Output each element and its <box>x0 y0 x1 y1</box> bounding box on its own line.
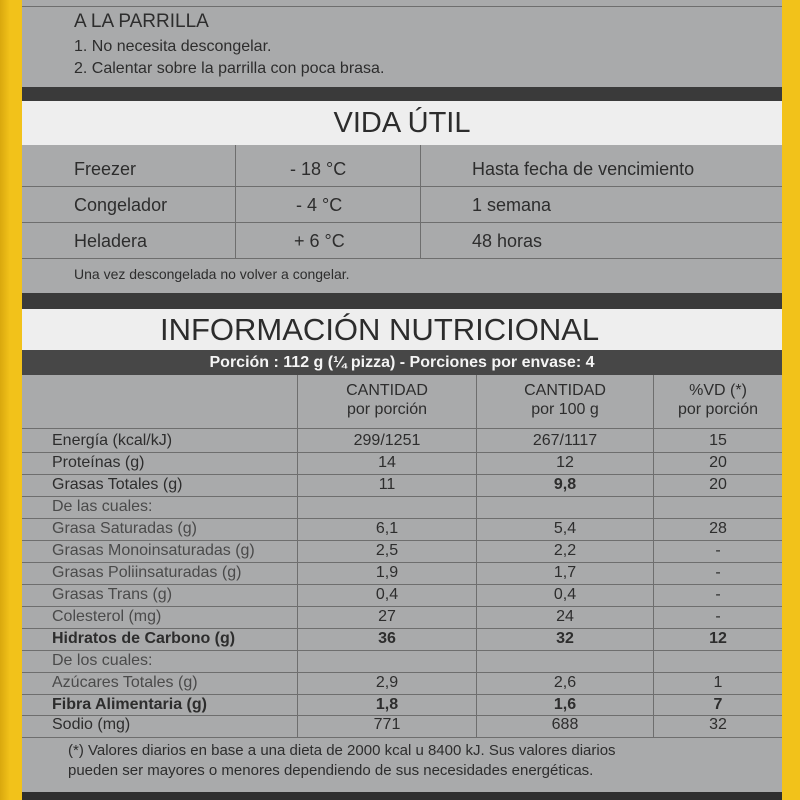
top-rule <box>22 6 782 7</box>
value-per-100g: 24 <box>556 608 574 625</box>
preparation-step-1: 1. No necesita descongelar. <box>74 38 272 55</box>
row-rule <box>22 672 782 673</box>
value-per-portion: 771 <box>373 716 401 733</box>
value-per-100g: 0,4 <box>553 586 577 603</box>
value-per-portion: 2,5 <box>375 542 399 559</box>
preparation-title: A LA PARRILLA <box>74 11 209 32</box>
section-divider <box>22 87 782 101</box>
shelf-place: Congelador <box>74 195 168 215</box>
row-label: Fibra Alimentaria (g) <box>52 696 207 713</box>
row-rule <box>22 258 782 259</box>
row-label: Proteínas (g) <box>52 454 145 471</box>
value-vd: 20 <box>709 476 727 493</box>
nutrition-row <box>22 714 782 736</box>
row-label: Colesterol (mg) <box>52 608 162 625</box>
row-label: Grasas Trans (g) <box>52 586 173 603</box>
row-label: Grasas Totales (g) <box>52 476 183 493</box>
value-vd: 28 <box>709 520 727 537</box>
header-per-portion <box>298 381 476 419</box>
nutrition-row <box>22 672 782 694</box>
row-label: Grasas Monoinsaturadas (g) <box>52 542 255 559</box>
footnote-line: (*) Valores diarios en base a una dieta de 2000 kcal u 8400 kJ. Sus valores diarios <box>68 742 616 759</box>
row-label: Grasa Saturadas (g) <box>52 520 197 537</box>
nutrition-row <box>22 562 782 584</box>
shelf-duration: 48 horas <box>472 231 543 251</box>
footnote-line: pueden ser mayores o menores dependiendo de sus necesidades energéticas. <box>68 762 594 779</box>
row-rule <box>22 584 782 585</box>
value-vd: - <box>715 608 721 625</box>
value-per-100g: 2,2 <box>553 542 577 559</box>
value-vd: - <box>715 564 721 581</box>
shelf-temp: - 4 °C <box>296 195 343 215</box>
row-label: Sodio (mg) <box>52 716 131 733</box>
value-per-portion: 27 <box>378 608 396 625</box>
value-per-100g: 688 <box>551 716 579 733</box>
value-per-portion: 2,9 <box>375 674 399 691</box>
nutrition-row <box>22 474 782 496</box>
value-vd: 1 <box>713 674 723 691</box>
header-line: por porción <box>346 401 428 418</box>
row-rule <box>22 694 782 695</box>
shelf-place: Heladera <box>74 231 148 251</box>
value-vd: 7 <box>713 696 723 713</box>
value-per-portion: 299/1251 <box>353 432 421 449</box>
value-per-portion: 11 <box>378 476 396 493</box>
shelf-duration: Hasta fecha de vencimiento <box>472 159 695 179</box>
value-per-portion: 0,4 <box>375 586 399 603</box>
row-rule <box>22 715 782 716</box>
shelf-duration: 1 semana <box>472 195 552 215</box>
nutrition-row <box>22 650 782 672</box>
nutrition-row <box>22 518 782 540</box>
header-line: por 100 g <box>531 401 599 418</box>
row-rule <box>22 540 782 541</box>
row-label: De los cuales: <box>52 652 153 669</box>
row-rule <box>22 452 782 453</box>
row-rule <box>22 737 782 738</box>
row-rule <box>22 496 782 497</box>
yellow-border-right <box>782 0 800 800</box>
value-per-100g: 9,8 <box>553 476 577 493</box>
nutrition-row <box>22 452 782 474</box>
value-per-100g: 1,7 <box>553 564 577 581</box>
preparation-step-2: 2. Calentar sobre la parrilla con poca brasa. <box>74 60 385 77</box>
col-rule <box>420 145 421 258</box>
shelf-place: Freezer <box>74 159 137 179</box>
row-rule <box>22 628 782 629</box>
shelf-life-title: VIDA ÚTIL <box>22 101 782 145</box>
value-per-100g: 5,4 <box>553 520 577 537</box>
row-label: Grasas Poliinsaturadas (g) <box>52 564 242 581</box>
nutrition-row <box>22 496 782 518</box>
value-per-portion: 1,8 <box>375 696 399 713</box>
nutrition-row <box>22 694 782 716</box>
nutrition-row <box>22 606 782 628</box>
value-vd: 32 <box>709 716 727 733</box>
row-label: Azúcares Totales (g) <box>52 674 198 691</box>
header-vd <box>654 381 782 419</box>
value-vd: - <box>715 542 721 559</box>
value-per-100g: 267/1117 <box>532 432 598 449</box>
header-line: %VD (*) <box>689 382 747 399</box>
row-label: Energía (kcal/kJ) <box>52 432 173 449</box>
nutrition-row <box>22 430 782 452</box>
yellow-border-left <box>0 0 22 800</box>
shelf-temp: + 6 °C <box>294 231 345 251</box>
row-rule <box>22 474 782 475</box>
shelf-temp: - 18 °C <box>290 159 347 179</box>
header-line: por porción <box>677 401 759 418</box>
value-per-portion: 1,9 <box>375 564 399 581</box>
bottom-strip <box>22 792 782 800</box>
row-label: Hidratos de Carbono (g) <box>52 630 236 647</box>
row-rule <box>22 428 782 429</box>
footnote <box>68 741 616 781</box>
header-per-100g <box>477 381 653 419</box>
value-per-100g: 2,6 <box>553 674 577 691</box>
section-divider <box>22 293 782 309</box>
value-vd: - <box>715 586 721 603</box>
row-rule <box>22 650 782 651</box>
nutrition-row <box>22 584 782 606</box>
row-rule <box>22 518 782 519</box>
value-per-portion: 14 <box>378 454 396 471</box>
row-rule <box>22 222 782 223</box>
value-per-portion: 6,1 <box>375 520 399 537</box>
value-vd: 12 <box>709 630 727 647</box>
value-vd: 20 <box>709 454 727 471</box>
value-per-portion: 36 <box>378 630 396 647</box>
row-rule <box>22 606 782 607</box>
header-line: CANTIDAD <box>346 382 428 399</box>
row-rule <box>22 562 782 563</box>
value-vd: 15 <box>709 432 727 449</box>
label-panel <box>22 0 782 800</box>
nutrition-title: INFORMACIÓN NUTRICIONAL <box>22 309 782 350</box>
nutrition-row <box>22 628 782 650</box>
row-label: De las cuales: <box>52 498 153 515</box>
col-rule <box>235 145 236 258</box>
value-per-100g: 32 <box>556 630 574 647</box>
shelf-life-note: Una vez descongelada no volver a congelar. <box>74 266 350 282</box>
portion-info: Porción : 112 g (¼ pizza) - Porciones por envase: 4 <box>22 350 782 375</box>
header-line: CANTIDAD <box>524 382 606 399</box>
row-rule <box>22 186 782 187</box>
value-per-100g: 1,6 <box>553 696 577 713</box>
nutrition-row <box>22 540 782 562</box>
value-per-100g: 12 <box>556 454 574 471</box>
